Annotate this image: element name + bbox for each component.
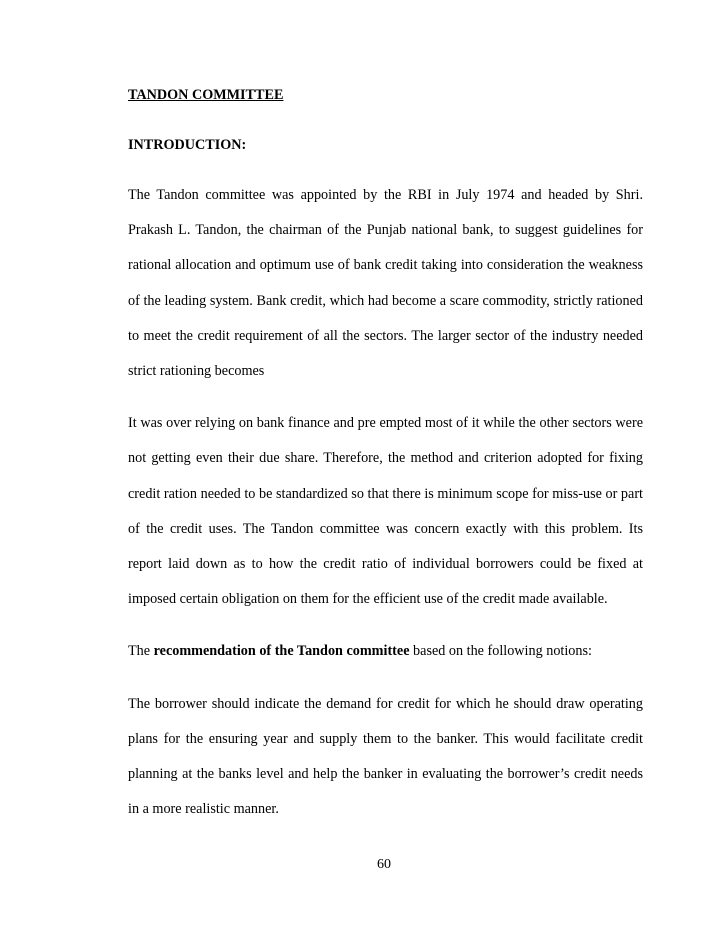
paragraph-borrower: The borrower should indicate the demand for credit for which he should draw operating plans for the ensuring year and supply them to the banker. This would facilitate credit planning at the banks level and help the banker in evaluating the borrower’s credit needs in a more realistic manner.	[128, 695, 643, 818]
paragraph-second: It was over relying on bank finance and pre empted most of it while the other sectors were not getting even their due share. Therefore, the method and criterion adopted for fixing credit ration needed to be standardized so that there is minimum scope for miss-use or part of the credit uses. The Tandon committee was concern exactly with this problem. Its report laid down as to how the credit ratio of individual borrowers could be fixed at imposed certain obligation on them for the efficient use of the credit made available.	[128, 415, 643, 608]
document-title: TANDON COMMITTEE	[128, 87, 284, 103]
recommendation-bold-phrase: recommendation of the Tandon committee	[153, 643, 410, 660]
paragraph-intro: The Tandon committee was appointed by the RBI in July 1974 and headed by Shri. Prakash L. Tandon, the chairman of the Punjab national bank, to suggest guidelines for rational allocation and optimum use of bank credit taking into consideration the weakness of the leading system. Bank credit, which had become a scare commodity, strictly rationed to meet the credit requirement of all the sectors. The larger sector of the industry needed strict rationing becomes	[128, 187, 643, 380]
recommendation-text-after: based on the following notions:	[409, 643, 592, 660]
page-content	[128, 82, 643, 827]
paragraph-recommendation	[128, 634, 643, 669]
page-number: 60	[377, 857, 391, 872]
section-heading: INTRODUCTION:	[128, 137, 247, 153]
recommendation-text-before: The	[128, 643, 154, 660]
